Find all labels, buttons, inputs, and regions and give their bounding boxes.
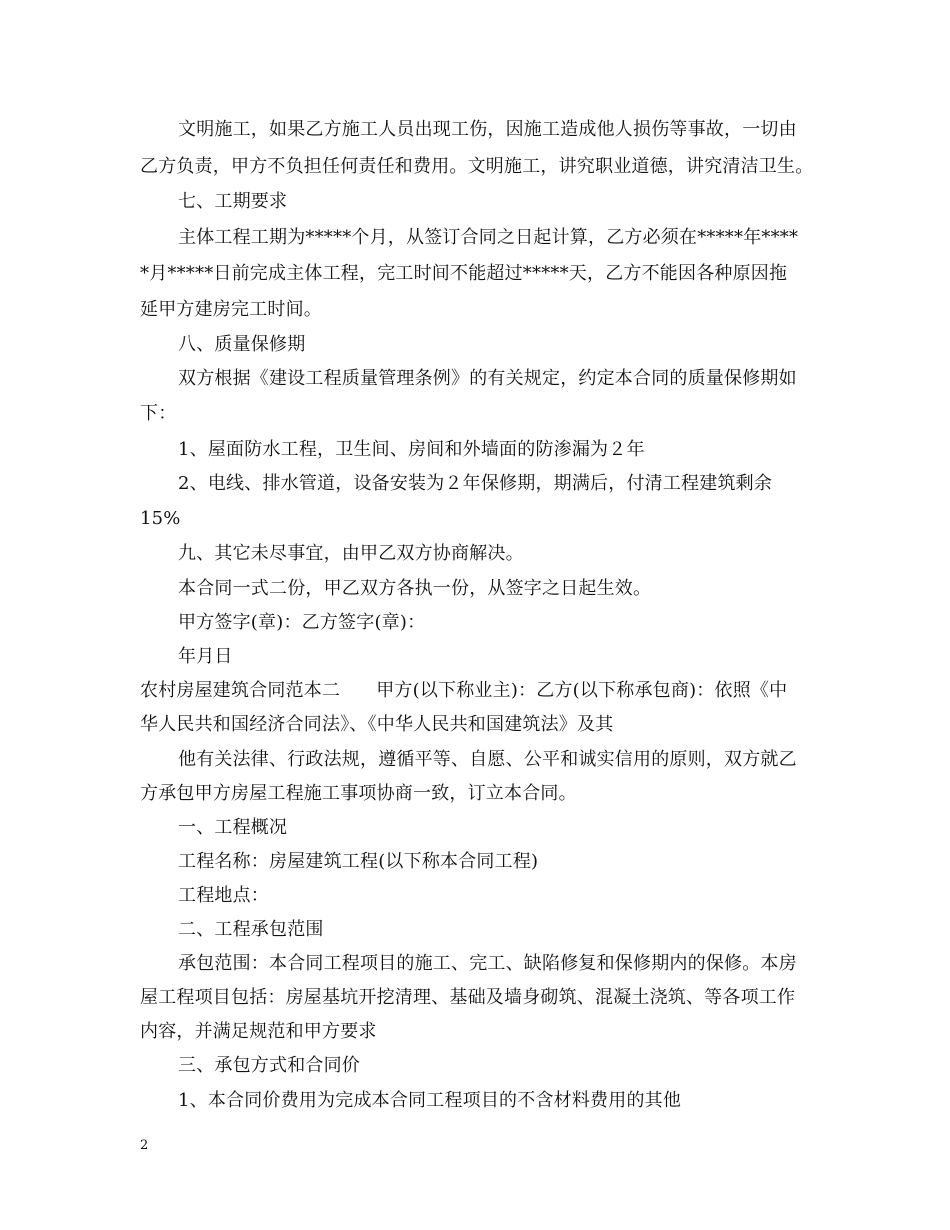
section-heading: 一、工程概况 [178, 817, 288, 838]
section-heading: 二、工程承包范围 [178, 919, 324, 940]
paragraph-line: 下： [140, 403, 177, 424]
paragraph-line: 承包范围：本合同工程项目的施工、完工、缺陷修复和保修期内的保修。本房 [178, 953, 797, 974]
paragraph-line: 内容，并满足规范和甲方要求 [140, 1021, 377, 1042]
paragraph-line: 华人民共和国经济合同法》、《中华人民共和国建筑法》及其 [140, 714, 614, 735]
list-item: 2、电线、排水管道，设备安装为２年保修期，期满后，付清工程建筑剩余 [178, 473, 773, 494]
paragraph-line: 工程名称：房屋建筑工程(以下称本合同工程) [178, 851, 539, 872]
paragraph-line: 他有关法律、行政法规，遵循平等、自愿、公平和诚实信用的原则，双方就乙 [178, 749, 797, 770]
signature-line: 甲方签字(章)：乙方签字(章)： [178, 612, 426, 633]
paragraph-line: 主体工程工期为*****个月，从签订合同之日起计算，乙方必须在*****年**** [178, 227, 799, 248]
paragraph-line: 工程地点： [178, 885, 269, 906]
paragraph-line: *月*****日前完成主体工程，完工时间不能超过*****天，乙方不能因各种原因拖 [140, 263, 788, 284]
paragraph-line: 文明施工，如果乙方施工人员出现工伤，因施工造成他人损伤等事故，一切由 [178, 119, 797, 140]
paragraph-line: 方承包甲方房屋工程施工事项协商一致，订立本合同。 [140, 783, 577, 804]
paragraph-line: 屋工程项目包括：房屋基坑开挖清理、基础及墙身砌筑、混凝土浇筑、等各项工作 [140, 987, 796, 1008]
contract-title-line [140, 679, 787, 703]
page-number: 2 [140, 1138, 149, 1153]
paragraph-line: 15% [140, 508, 181, 529]
paragraph-line: 双方根据《建设工程质量管理条例》的有关规定，约定本合同的质量保修期如 [178, 368, 797, 389]
list-item: 1、本合同价费用为完成本合同工程项目的不含材料费用的其他 [178, 1090, 682, 1111]
section-heading: 九、其它未尽事宜，由甲乙双方协商解决。 [178, 543, 524, 564]
paragraph-line: 本合同一式二份，甲乙双方各执一份，从签字之日起生效。 [178, 578, 652, 599]
paragraph-line: 乙方负责，甲方不负担任何责任和费用。文明施工，讲究职业道德，讲究清洁卫生。 [140, 156, 814, 177]
section-heading: 三、承包方式和合同价 [178, 1055, 360, 1076]
date-line: 年月日 [178, 646, 233, 667]
section-heading: 八、质量保修期 [178, 334, 306, 355]
list-item: 1、屋面防水工程，卫生间、房间和外墙面的防渗漏为２年 [178, 439, 645, 460]
contract-title: 农村房屋建筑合同范本二 [140, 680, 341, 701]
section-heading: 七、工期要求 [178, 191, 288, 212]
paragraph-line: 甲方(以下称业主)：乙方(以下称承包商)：依照《中 [376, 680, 788, 701]
paragraph-line: 延甲方建房完工时间。 [140, 299, 322, 320]
